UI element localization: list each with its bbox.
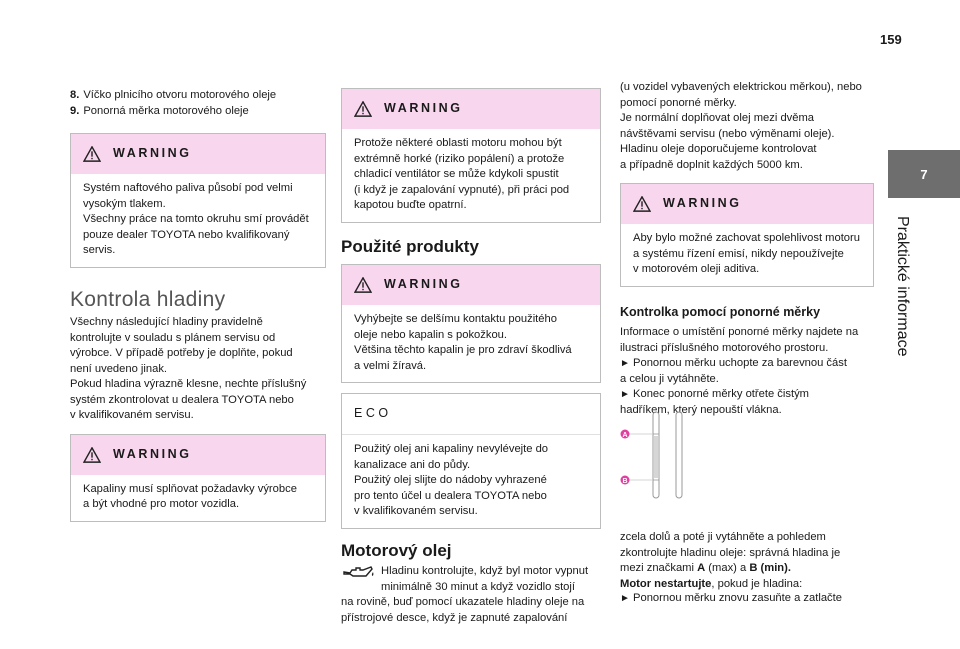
step-line (620, 356, 874, 372)
text-line: v kvalifikovaném servisu. (70, 409, 194, 421)
arrow-right-icon: ► (620, 593, 630, 604)
text-line: a případně doplnit každých 5000 km. (620, 158, 803, 171)
text-line: pro tento účel u dealera TOYOTA nebo (354, 489, 547, 502)
text-line: Všechny následující hladiny pravidelně (70, 316, 263, 328)
warning-triangle-icon (83, 146, 101, 162)
eco-body (342, 435, 600, 528)
warning-body (621, 224, 873, 286)
text-line: (i když je zapalování vypnuté), při práci pod (354, 183, 570, 196)
column-1 (70, 88, 326, 522)
warning-header (342, 89, 600, 129)
text-line: kontrolujte v souladu s plánem servisu od (70, 331, 276, 344)
section-heading: Kontrola hladiny (70, 287, 226, 311)
mark-a: A (697, 562, 706, 574)
text-line: vysokým tlakem. (83, 197, 166, 210)
eco-title: ECO (354, 406, 392, 421)
text-line: extrémně horké (riziko popálení) a protože (354, 152, 565, 165)
text-line (620, 561, 874, 577)
dipstick-level-lines (628, 434, 653, 480)
text-line: oleje nebo kapalin s pokožkou. (354, 328, 508, 341)
chapter-title (893, 216, 917, 366)
text-line: a být vhodné pro motor vozidla. (83, 498, 240, 510)
section-heading: Použité produkty (341, 236, 479, 256)
warning-title: WARNING (384, 277, 463, 292)
step-text: Ponornou měrku znovu zasuňte a zatlačte (633, 592, 842, 604)
warning-triangle-icon (633, 196, 651, 212)
text-line: návštěvami servisu (nebo výměnami oleje). (620, 127, 835, 140)
text-line: pouze dealer TOYOTA nebo kvalifikovaný (83, 228, 290, 241)
section-heading: Motorový olej (341, 540, 452, 560)
list-number: 9. (70, 104, 80, 117)
text-line: kanalizace ani do půdy. (354, 458, 471, 471)
text-line: a systému řízení emisí, nikdy nepoužívejte (633, 247, 844, 260)
text-line: Informace o umístění ponorné měrky najdete na (620, 326, 859, 338)
text-line: Je normální doplňovat olej mezi dvěma (620, 112, 815, 124)
chapter-title-text: Praktické informace (894, 216, 911, 357)
list-item (70, 104, 326, 120)
list-text: Ponorná měrka motorového oleje (83, 104, 249, 117)
text-line: Vyhýbejte se delšímu kontaktu použitého (354, 313, 557, 325)
warning-box (341, 88, 601, 223)
step-text: Konec ponorné měrky otřete čistým (633, 388, 809, 400)
text-line: Všechny práce na tomto okruhu smí provádět (83, 213, 309, 225)
step3-block (620, 591, 842, 607)
warning-box (620, 183, 874, 287)
text-line: a celou ji vytáhněte. (620, 372, 719, 385)
column-2 (341, 88, 601, 626)
text-line (620, 577, 874, 593)
arrow-right-icon: ► (620, 358, 630, 369)
section-paragraph (70, 315, 326, 424)
text-line: Většina těchto kapalin je pro zdraví škodlivá (354, 344, 572, 356)
text-line: servis. (83, 244, 116, 256)
warning-box (70, 434, 326, 522)
text-line: Aby bylo možné zachovat spolehlivost motoru (633, 232, 860, 244)
text-line: v kvalifikovaném servisu. (354, 505, 478, 517)
text-span: mezi značkami (620, 562, 698, 574)
warning-title: WARNING (113, 446, 192, 461)
text-line: a velmi žíravá. (354, 359, 427, 372)
bold-text: Motor nestartujte (620, 577, 712, 590)
text-line: v motorovém oleji aditiva. (633, 263, 760, 275)
list-text: Víčko plnicího otvoru motorového oleje (83, 89, 277, 101)
eco-header (342, 394, 600, 435)
list-number: 8. (70, 89, 80, 101)
warning-header (71, 435, 325, 475)
chapter-tab[interactable]: 7 (888, 150, 960, 198)
text-line: na rovině, buď pomocí ukazatele hladiny oleje na (341, 596, 585, 608)
text-line: zkontrolujte hladinu oleje: správná hladina je (620, 546, 841, 559)
warning-triangle-icon (354, 101, 372, 117)
column-3-bottom (620, 530, 874, 592)
text-span: (max) a (705, 562, 750, 574)
warning-title: WARNING (663, 196, 742, 211)
text-line: (u vozidel vybavených elektrickou měrkou), nebo (620, 81, 862, 93)
mark-b: B (min). (749, 562, 791, 574)
text-line: Kapaliny musí splňovat požadavky výrobce (83, 482, 297, 495)
warning-header (342, 265, 600, 305)
oil-intro (341, 564, 601, 595)
step-line (620, 387, 874, 403)
warning-box (341, 264, 601, 383)
text-line: přístrojové desce, když je zapnuté zapalování (341, 611, 568, 624)
page-number: 159 (880, 32, 902, 47)
warning-box (70, 133, 326, 268)
text-line: není uvedeno jinak. (70, 362, 168, 375)
text-line: Protože některé oblasti motoru mohou být (354, 137, 562, 149)
text-line: Systém naftového paliva působí pod velmi (83, 182, 293, 194)
marker-a-label: A (622, 431, 628, 439)
marker-b-label: B (622, 477, 628, 485)
warning-header (621, 184, 873, 224)
oil-can-icon (341, 564, 375, 586)
warning-header (71, 134, 325, 174)
step-text: Ponornou měrku uchopte za barevnou část (633, 357, 847, 369)
warning-title: WARNING (113, 146, 192, 161)
step-line (620, 591, 842, 607)
text-span: , pokud je hladina: (711, 577, 803, 590)
warning-body (71, 475, 325, 521)
text-line: minimálně 30 minut a když vozidlo stojí (381, 580, 576, 593)
dipstick-illustration (620, 410, 686, 500)
text-line: chladicí ventilátor se může kdykoli spustit (354, 168, 559, 180)
text-line: Hladinu oleje doporučujeme kontrolovat (620, 143, 817, 155)
warning-title: WARNING (384, 101, 463, 116)
text-line: Použitý olej ani kapaliny nevylévejte do (354, 443, 549, 455)
text-line: Hladinu kontrolujte, když byl motor vypnut (381, 565, 589, 577)
text-line: hadříkem, který nepouští vlákna. (620, 403, 782, 416)
dipstick-marks (653, 434, 659, 480)
eco-box (341, 393, 601, 529)
text-line: výrobce. V případě potřeby je doplňte, pokud (70, 347, 293, 359)
warning-triangle-icon (83, 447, 101, 463)
warning-body (342, 305, 600, 382)
warning-body (342, 129, 600, 222)
warning-body (71, 174, 325, 267)
text-line: systém zkontrolovat u dealera TOYOTA nebo (70, 393, 294, 406)
arrow-right-icon: ► (620, 389, 630, 400)
subheading: Kontrolka pomocí ponorné měrky (620, 304, 821, 319)
text-line: pomocí ponorné měrky. (620, 96, 737, 109)
list-item (70, 88, 326, 104)
text-line: zcela dolů a poté ji vytáhněte a pohledem (620, 531, 826, 543)
text-line: Použitý olej slijte do nádoby vyhrazené (354, 474, 547, 486)
warning-triangle-icon (354, 277, 372, 293)
text-line: kapotou buďte opatrní. (354, 199, 467, 211)
text-line: Pokud hladina výrazně klesne, nechte příslušný (70, 378, 307, 390)
text-line: ilustraci příslušného motorového prostoru. (620, 341, 829, 354)
